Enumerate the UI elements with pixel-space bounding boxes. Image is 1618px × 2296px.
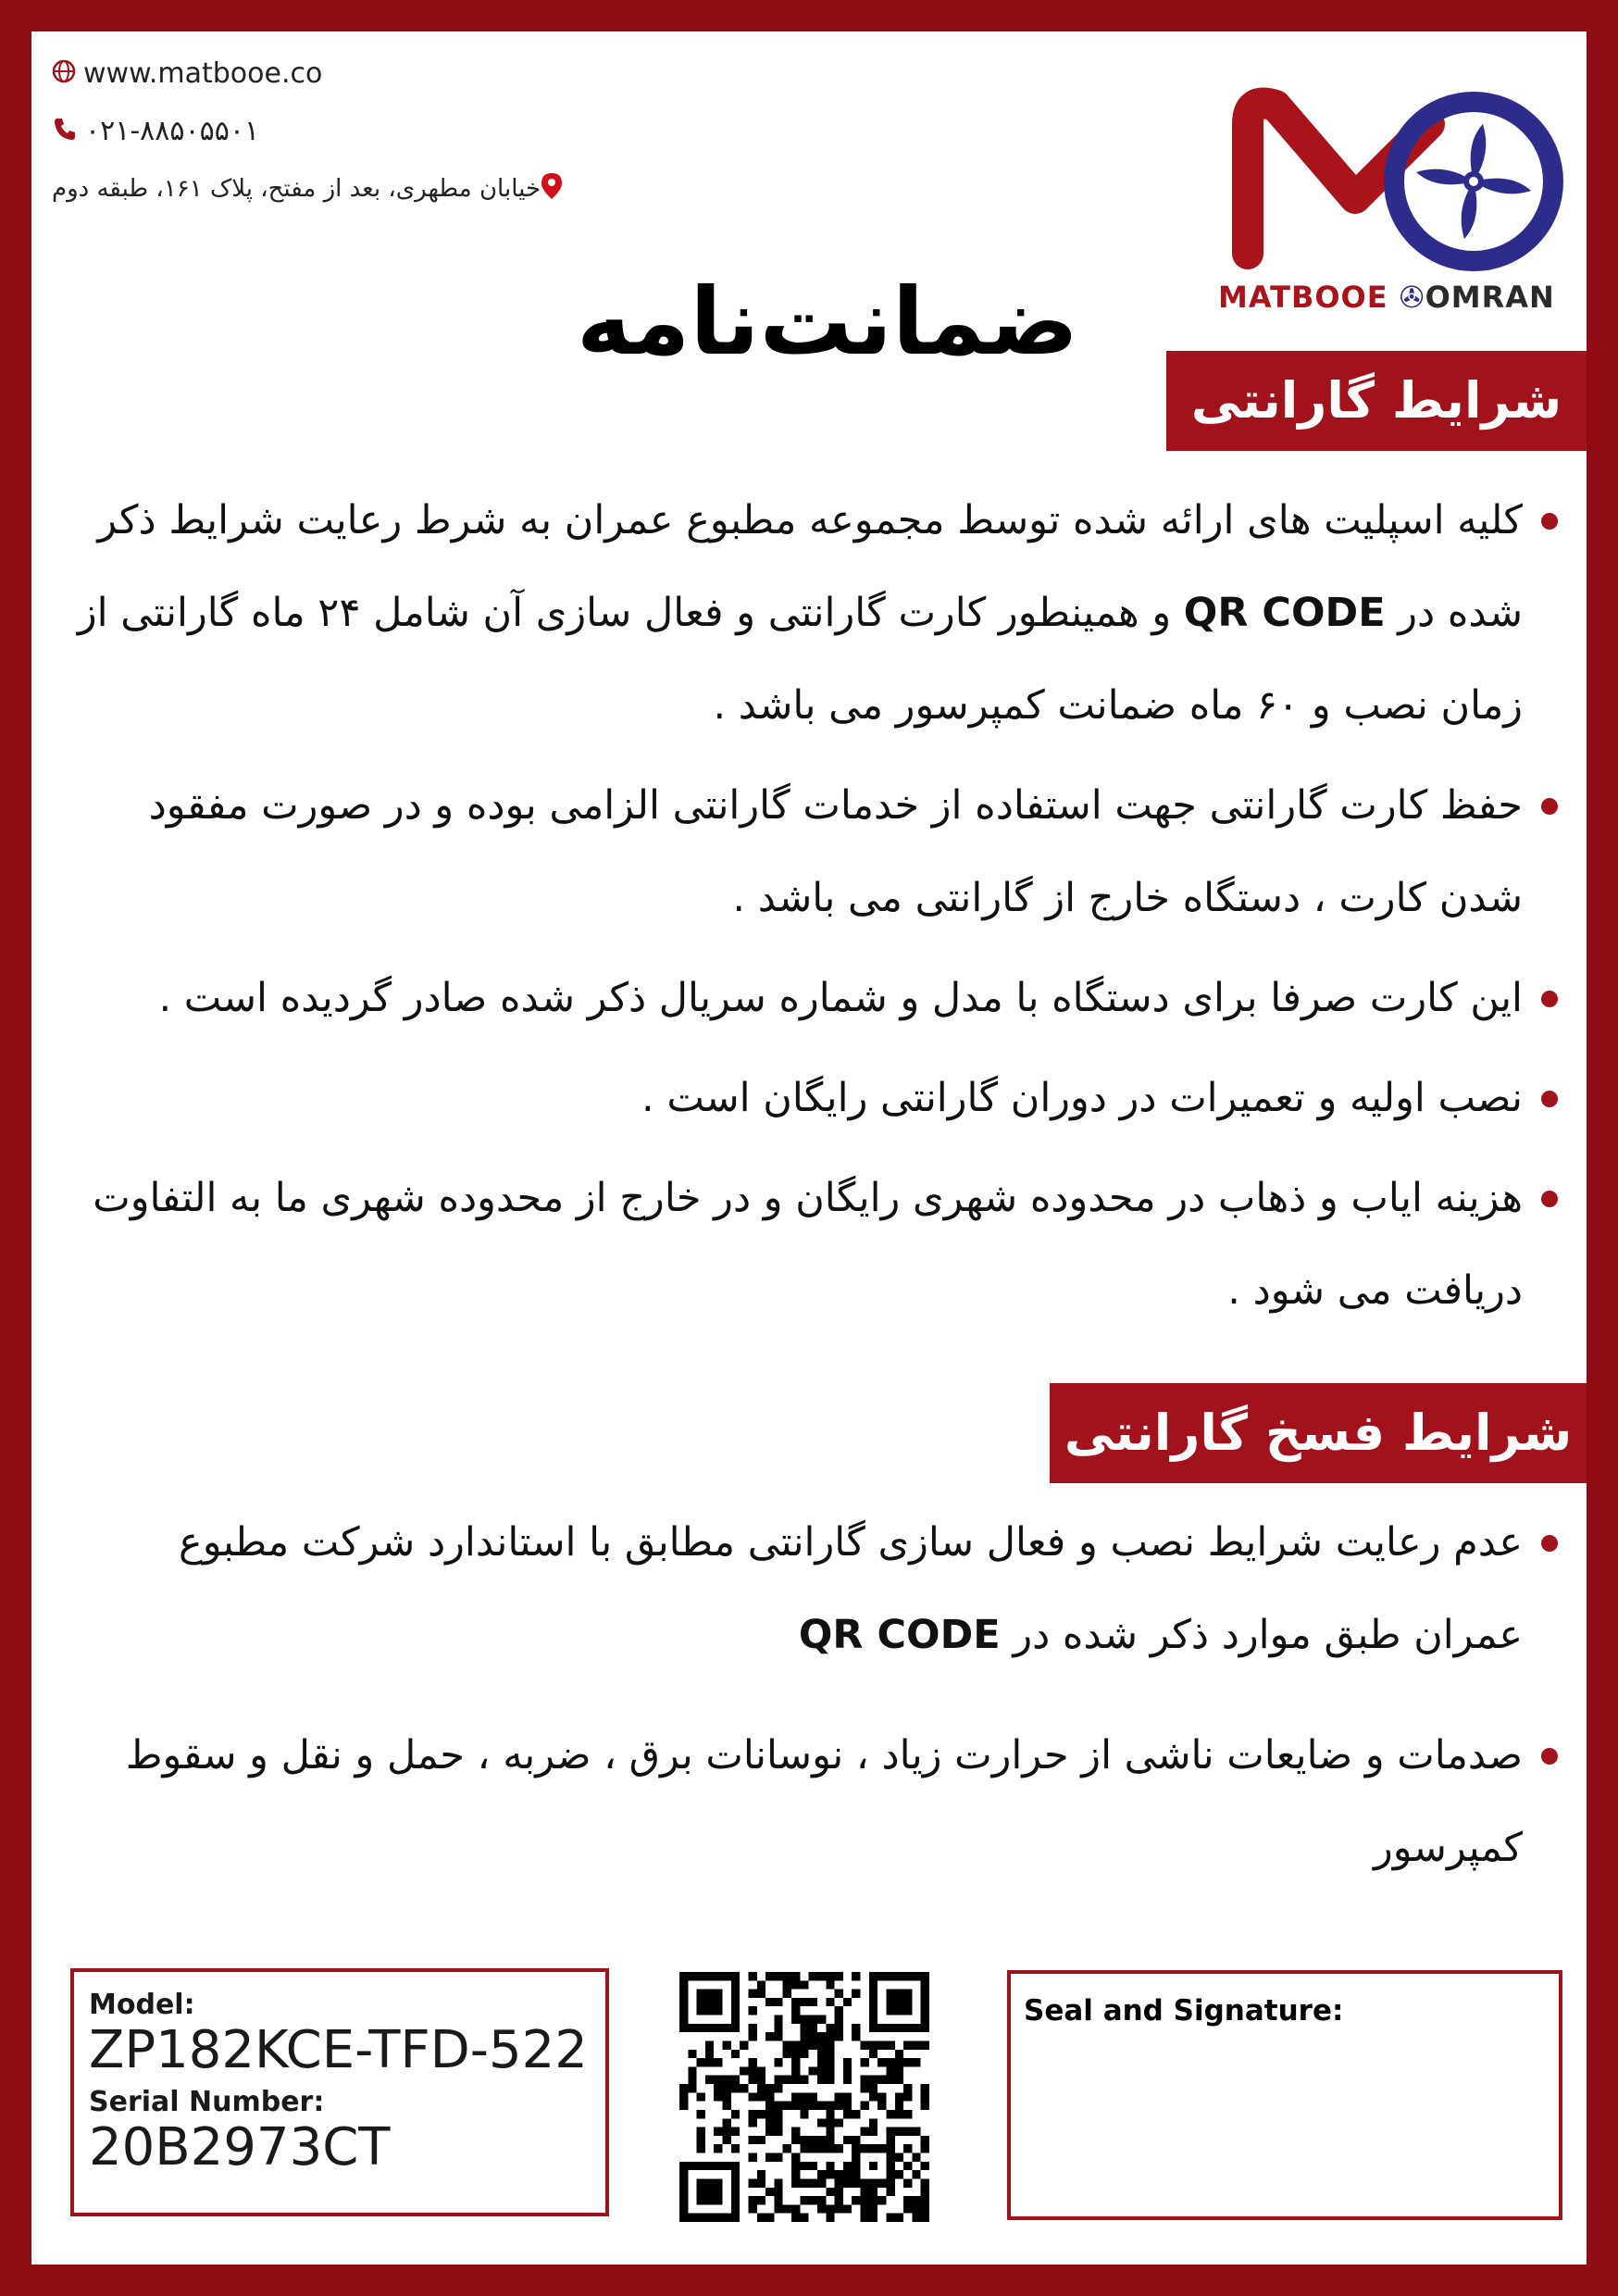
logo-wordmark-right: OMRAN [1425, 280, 1555, 315]
warranty-card [31, 31, 1587, 2265]
location-pin-icon [541, 172, 563, 206]
address-text: خیابان مطهری، بعد از مفتح، پلاک ۱۶۱، طبقه دوم [52, 175, 541, 203]
bullet-icon [1541, 1091, 1558, 1107]
phone-icon [52, 116, 78, 149]
qr-code[interactable] [679, 1972, 929, 2222]
list-item: هزینه ایاب و ذهاب در محدوده شهری رایگان و در خارج از محدوده شهری ما به التفاوت دریافت می شود . [68, 1152, 1573, 1337]
warranty-terms-list [68, 474, 1573, 1344]
document-title: ضمانت‌نامه [576, 268, 1079, 376]
phone-text[interactable]: ۰۲۱-۸۸۵۰۵۵۰۱ [85, 115, 260, 147]
signature-label: Seal and Signature: [1024, 1994, 1344, 2028]
bullet-icon [1541, 991, 1558, 1007]
website-line [52, 57, 322, 91]
section-heading-warranty-terms: شرایط گارانتی [1166, 351, 1587, 451]
globe-icon [52, 58, 76, 91]
phone-line [52, 115, 259, 149]
website-text[interactable]: www.matbooe.co [83, 57, 323, 90]
list-item: نصب اولیه و تعمیرات در دوران گارانتی رایگان است . [68, 1052, 1573, 1144]
bullet-icon [1541, 1748, 1558, 1765]
serial-label: Serial Number: [89, 2086, 325, 2118]
logo-wordmark [1218, 280, 1570, 315]
product-info-box [70, 1968, 609, 2216]
list-item: صدمات و ضایعات ناشی از حرارت زیاد ، نوسانات برق ، ضربه ، حمل و نقل و سقوط کمپرسور [68, 1709, 1573, 1894]
cancellation-terms-list [68, 1496, 1573, 1922]
logo-fan-icon: ✇ [1399, 280, 1425, 315]
bullet-icon [1541, 1191, 1558, 1207]
list-item: حفظ کارت گارانتی جهت استفاده از خدمات گارانتی الزامی بوده و در صورت مفقود شدن کارت ، دستگاه خارج از گارانتی می باشد . [68, 759, 1573, 944]
section-heading-warranty-cancellation: شرایط فسخ گارانتی [1050, 1383, 1587, 1483]
bullet-icon [1541, 798, 1558, 815]
serial-value: 20B2973CT [89, 2117, 391, 2177]
model-label: Model: [89, 1989, 195, 2021]
bullet-icon [1541, 513, 1558, 530]
seal-signature-box [1007, 1970, 1562, 2220]
bullet-icon [1541, 1535, 1558, 1552]
logo-wordmark-left: MATBOOE [1218, 280, 1388, 315]
model-value: ZP182KCE-TFD-522 [89, 2020, 588, 2080]
list-item: عدم رعایت شرایط نصب و فعال سازی گارانتی مطابق با استاندارد شرکت مطبوع عمران طبق موارد ذکر شده در QR CODE [68, 1496, 1573, 1681]
list-item: این کارت صرفا برای دستگاه با مدل و شماره سریال ذکر شده صادر گردیده است . [68, 952, 1573, 1044]
address-line [52, 172, 570, 206]
list-item: کلیه اسپلیت های ارائه شده توسط مجموعه مطبوع عمران به شرط رعایت شرایط ذکر شده در QR CODE و همینطور کارت گارانتی و فعال سازی آن شامل ۲۴ ماه گارانتی از زمان نصب و ۶۰ ماه ضمانت کمپرسور می باشد . [68, 474, 1573, 752]
